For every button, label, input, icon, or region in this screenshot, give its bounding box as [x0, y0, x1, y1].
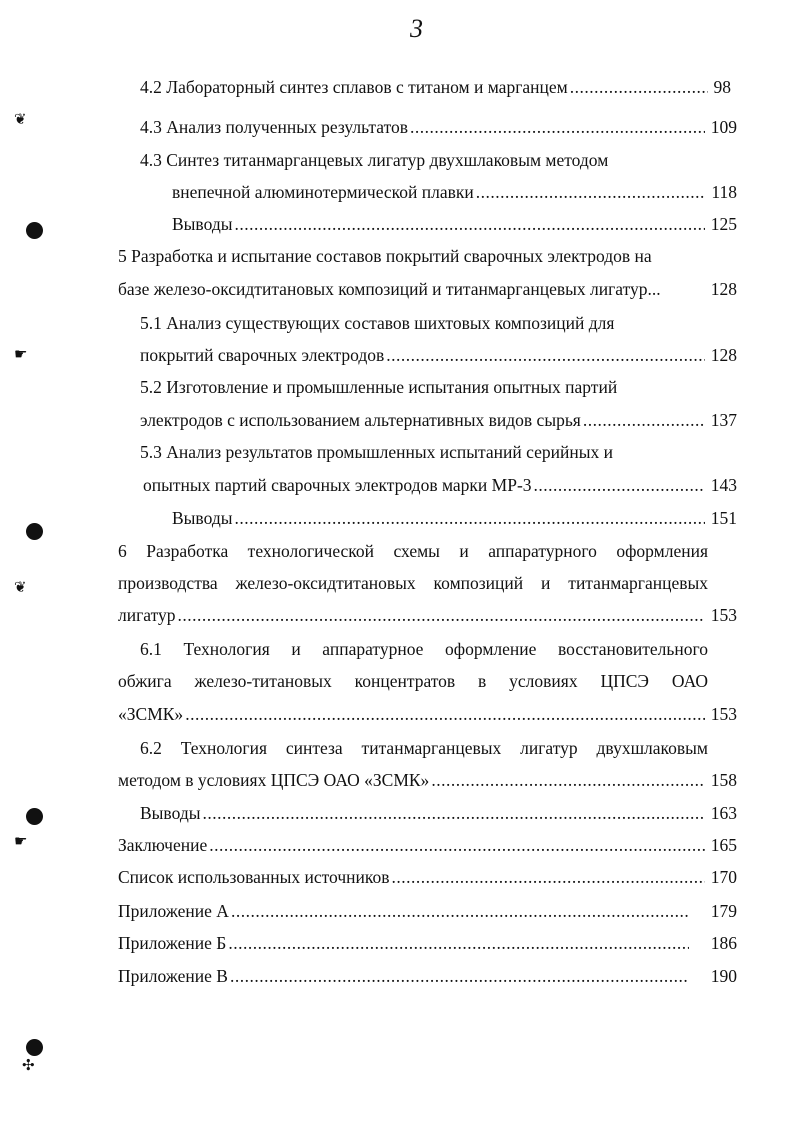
toc-entry[interactable]	[118, 932, 737, 954]
toc-entry-page: 109	[710, 117, 737, 137]
toc-entry-title: 5.2 Изготовление и промышленные испытания опытных партий	[140, 377, 618, 397]
toc-entry[interactable]	[172, 181, 737, 203]
toc-entry-line	[118, 572, 708, 594]
toc-entry-page: 179	[710, 901, 737, 921]
toc-entry-title: 4.3 Синтез титанмарганцевых лигатур двухшлаковым методом	[140, 150, 609, 170]
toc-entry-page: 153	[710, 605, 737, 625]
toc-entry-title: Заключение	[118, 835, 208, 855]
toc-entry-title: обжига железо-титановых концентратов в условиях ЦПСЭ ОАО	[118, 671, 708, 691]
toc-entry-title: Выводы	[172, 508, 233, 528]
toc-entry[interactable]	[140, 116, 737, 138]
toc-entry-title: методом в условиях ЦПСЭ ОАО «ЗСМК»	[118, 770, 430, 790]
toc-entry-page: 137	[710, 410, 737, 430]
toc-entry[interactable]	[118, 834, 737, 856]
toc-entry[interactable]	[140, 344, 737, 366]
toc-entry-page: 151	[710, 508, 737, 528]
toc-entry[interactable]	[118, 769, 737, 791]
toc-entry-title: Выводы	[172, 214, 233, 234]
scan-artifact-icon: ❦	[14, 110, 27, 128]
toc-entry-title: Приложение В	[118, 966, 228, 986]
toc-leader-dots	[392, 866, 705, 888]
scan-artifact-icon: ☛	[14, 832, 28, 850]
toc-entry-page: 153	[710, 704, 737, 724]
toc-entry-line	[140, 149, 608, 171]
toc-entry-title: Приложение Б	[118, 933, 227, 953]
toc-entry-page: 128	[710, 345, 737, 365]
toc-entry-page: 128	[710, 279, 737, 299]
toc-entry-page: 98	[713, 77, 731, 97]
toc-leader-dots	[234, 213, 704, 235]
toc-entry-title: производства железо-оксидтитановых композиций и титанмарганцевых	[118, 573, 708, 593]
binder-hole-mark	[26, 808, 43, 825]
toc-entry-title: базе железо-оксидтитановых композиций и титанмарганцевых лигатур...	[118, 279, 661, 299]
toc-entry-page: 143	[710, 475, 737, 495]
toc-leader-dots	[583, 409, 705, 431]
toc-leader-dots	[178, 604, 705, 626]
toc-leader-dots	[231, 900, 689, 922]
toc-entry-page: 186	[710, 933, 737, 953]
toc-entry-line	[140, 312, 614, 334]
toc-entry-line	[118, 245, 652, 267]
toc-entry-page: 163	[710, 803, 737, 823]
toc-leader-dots	[228, 932, 688, 954]
toc-entry-title: 5.1 Анализ существующих составов шихтовых композиций для	[140, 313, 615, 333]
page-number: 3	[410, 14, 423, 43]
toc-entry-page: 158	[710, 770, 737, 790]
toc-entry-title: Приложение А	[118, 901, 229, 921]
toc-entry-title: внепечной алюминотермической плавки	[172, 182, 474, 202]
toc-entry[interactable]	[118, 604, 737, 626]
toc-entry-line	[140, 441, 613, 463]
toc-leader-dots	[570, 76, 708, 98]
toc-entry[interactable]	[172, 507, 737, 529]
binder-hole-mark	[26, 222, 43, 239]
scan-artifact-icon: ❦	[14, 578, 27, 596]
toc-entry-title: Список использованных источников	[118, 867, 390, 887]
toc-entry-title: «ЗСМК»	[118, 704, 184, 724]
toc-leader-dots	[476, 181, 706, 203]
toc-entry[interactable]	[118, 866, 737, 888]
toc-entry[interactable]	[118, 278, 737, 300]
toc-entry[interactable]	[118, 900, 737, 922]
scan-artifact-icon: ☛	[14, 345, 28, 363]
toc-leader-dots	[431, 769, 704, 791]
toc-leader-dots	[386, 344, 704, 366]
toc-entry-line	[140, 376, 617, 398]
toc-leader-dots	[185, 703, 705, 725]
toc-entry-page: 165	[710, 835, 737, 855]
toc-leader-dots	[534, 474, 705, 496]
toc-entry[interactable]	[143, 474, 737, 496]
toc-leader-dots	[234, 507, 704, 529]
toc-entry-title: 6.2 Технология синтеза титанмарганцевых лигатур двухшлаковым	[140, 738, 708, 758]
toc-leader-dots	[410, 116, 705, 138]
toc-entry-title: 5.3 Анализ результатов промышленных испытаний серийных и	[140, 442, 613, 462]
toc-entry-title: Выводы	[140, 803, 201, 823]
toc-entry-page: 118	[711, 182, 737, 202]
toc-entry-page: 125	[710, 214, 737, 234]
toc-leader-dots	[209, 834, 705, 856]
toc-entry-line	[118, 670, 708, 692]
toc-entry-title: 6 Разработка технологической схемы и аппаратурного оформления	[118, 541, 708, 561]
toc-entry[interactable]	[118, 965, 737, 987]
toc-entry-page: 170	[710, 867, 737, 887]
toc-entry-title: опытных партий сварочных электродов марки МР-3	[143, 475, 532, 495]
toc-entry-page: 190	[710, 966, 737, 986]
toc-entry-title: 5 Разработка и испытание составов покрытий сварочных электродов на	[118, 246, 652, 266]
toc-entry-title: электродов с использованием альтернативных видов сырья	[140, 410, 581, 430]
toc-entry-line	[140, 638, 708, 660]
binder-hole-mark	[26, 523, 43, 540]
scan-artifact-icon: ✣	[22, 1056, 35, 1074]
binder-hole-mark	[26, 1039, 43, 1056]
toc-entry-title: лигатур	[118, 605, 176, 625]
toc-entry-title: покрытий сварочных электродов	[140, 345, 385, 365]
toc-entry[interactable]	[140, 76, 731, 98]
toc-entry[interactable]	[172, 213, 737, 235]
toc-entry[interactable]	[140, 409, 737, 431]
toc-entry-title: 4.3 Анализ полученных результатов	[140, 117, 409, 137]
toc-entry-line	[118, 540, 708, 562]
toc-leader-dots	[202, 802, 704, 824]
toc-entry-line	[140, 737, 708, 759]
toc-entry[interactable]	[118, 703, 737, 725]
toc-entry-title: 6.1 Технология и аппаратурное оформление восстановительного	[140, 639, 708, 659]
toc-leader-dots	[230, 965, 689, 987]
toc-entry[interactable]	[140, 802, 737, 824]
toc-entry-title: 4.2 Лабораторный синтез сплавов с титаном и марганцем	[140, 77, 568, 97]
